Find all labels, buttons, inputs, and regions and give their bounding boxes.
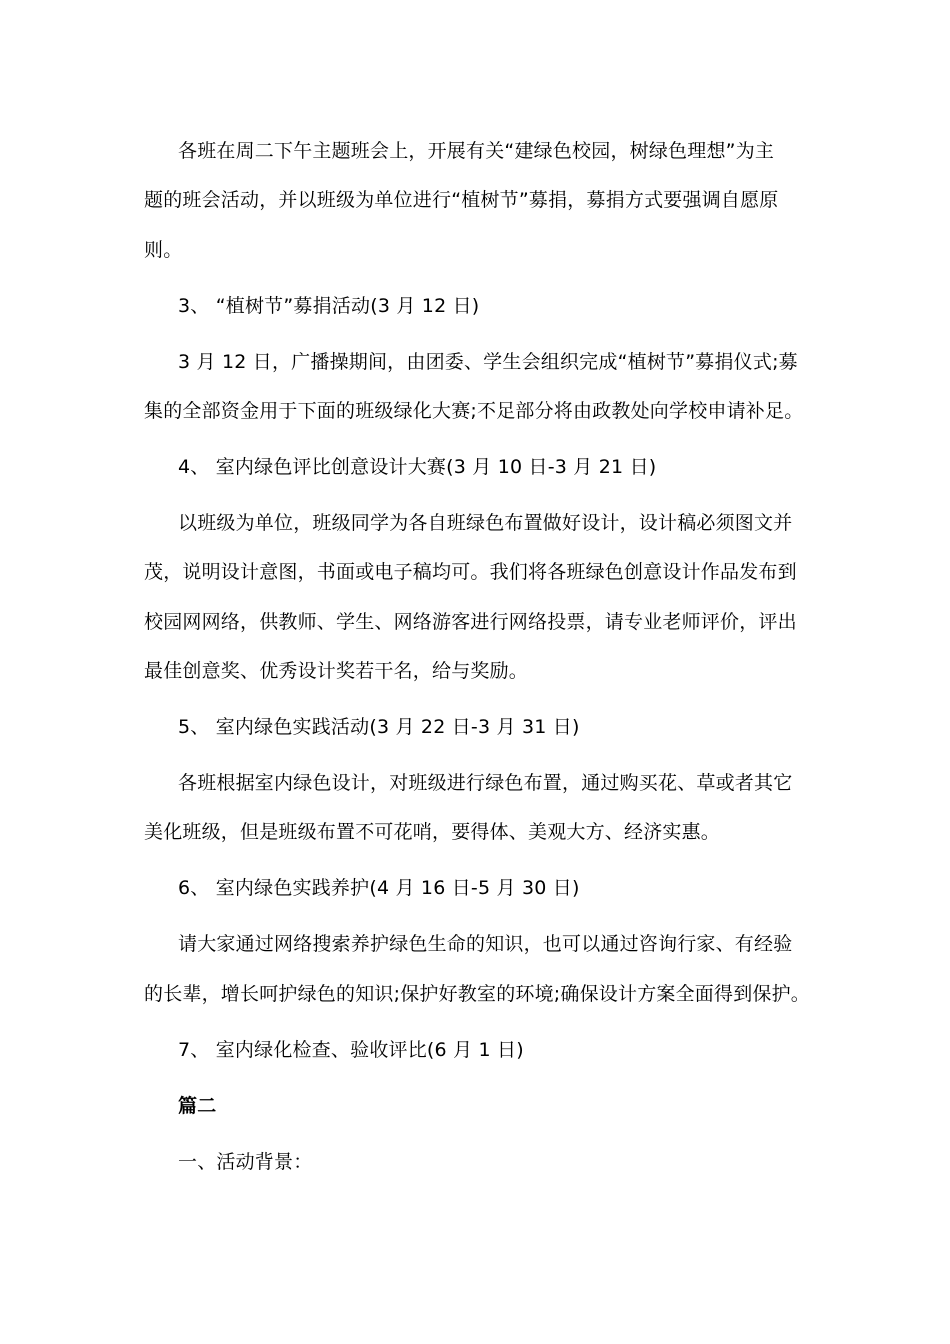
heading-item-6: 6、 室内绿色实践养护(4 月 16 日-5 月 30 日): [178, 877, 580, 899]
heading-item-3: 3、 “植树节”募捐活动(3 月 12 日): [178, 295, 480, 317]
heading-item-4: 4、 室内绿色评比创意设计大赛(3 月 10 日-3 月 21 日): [178, 456, 657, 478]
heading-item-7: 7、 室内绿化检查、验收评比(6 月 1 日): [178, 1039, 524, 1061]
subheading-background: 一、活动背景：: [178, 1151, 313, 1173]
text-line: 的长辈，增长呵护绿色的知识;保护好教室的环境;确保设计方案全面得到保护。: [144, 983, 811, 1005]
text-line: 校园网网络，供教师、学生、网络游客进行网络投票，请专业老师评价，评出: [144, 611, 797, 633]
text-line: 最佳创意奖、优秀设计奖若干名，给与奖励。: [144, 660, 529, 682]
text-line: 各班根据室内绿色设计，对班级进行绿色布置，通过购买花、草或者其它: [178, 772, 793, 794]
text-line: 茂，说明设计意图，书面或电子稿均可。我们将各班绿色创意设计作品发布到: [144, 561, 797, 583]
text-line: 美化班级，但是班级布置不可花哨，要得体、美观大方、经济实惠。: [144, 821, 721, 843]
text-line: 以班级为单位，班级同学为各自班绿色布置做好设计，设计稿必须图文并: [178, 512, 793, 534]
text-line: 请大家通过网络搜索养护绿色生命的知识，也可以通过咨询行家、有经验: [178, 933, 793, 955]
heading-item-5: 5、 室内绿色实践活动(3 月 22 日-3 月 31 日): [178, 716, 580, 738]
section-title: 篇二: [178, 1095, 217, 1117]
text-line: 3 月 12 日，广播操期间，由团委、学生会组织完成“植树节”募捐仪式;募: [178, 351, 798, 373]
text-line: 则。: [144, 239, 183, 261]
text-line: 各班在周二下午主题班会上，开展有关“建绿色校园，树绿色理想”为主: [178, 140, 775, 162]
text-line: 集的全部资金用于下面的班级绿化大赛;不足部分将由政教处向学校申请补足。: [144, 400, 804, 422]
text-line: 题的班会活动，并以班级为单位进行“植树节”募捐，募捐方式要强调自愿原: [144, 189, 779, 211]
